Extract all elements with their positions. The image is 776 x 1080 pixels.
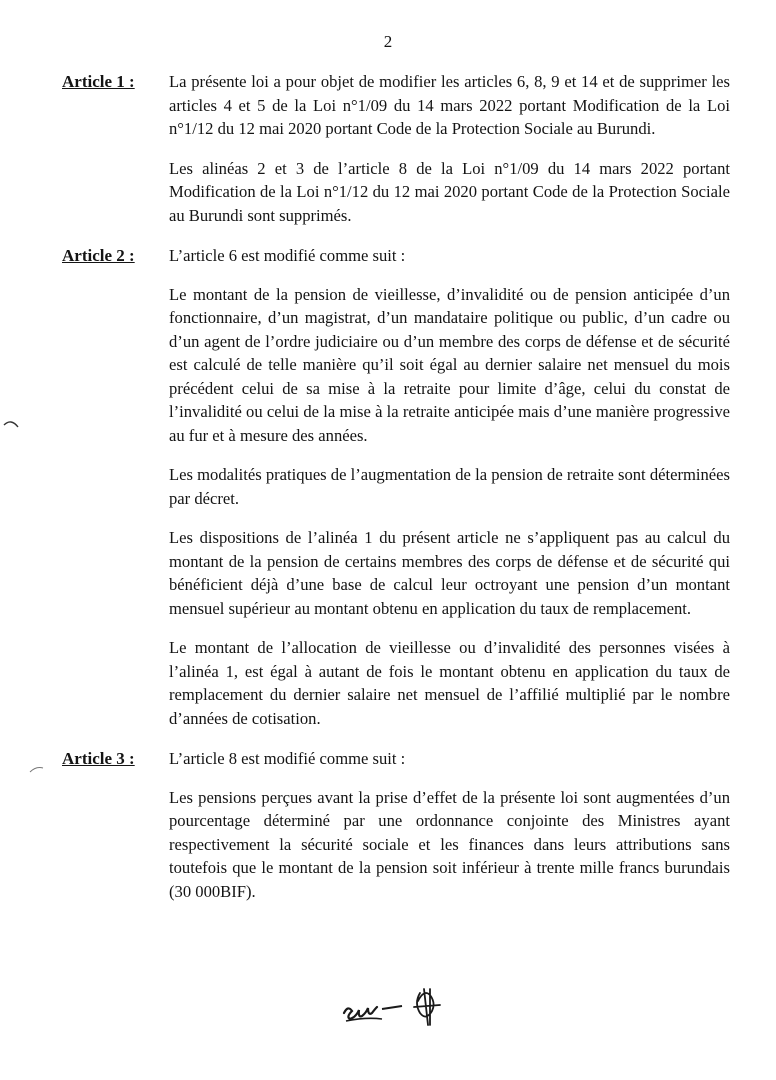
article-intro: L’article 8 est modifié comme suit : <box>169 749 406 768</box>
article-body <box>169 70 730 227</box>
scan-artifact-mark <box>2 418 22 436</box>
article-label: Article 2 : <box>62 246 135 265</box>
paragraph: Le montant de la pension de vieillesse, d’invalidité ou de pension anticipée d’un fonctionnaire, d’un magistrat, d’un mandataire politique ou public, d’un cadre ou d’un agent de l’ordre judiciaire ou d’un membre des corps de défense et de sécurité est calculé de telle manière qu’il soit égal au dernier salaire net mensuel du mois précédent celui de sa mise à la retraite pour limite d’âge, celui du constat de l’invalidité ou celui de la mise à la retraite anticipée mais d’une manière progressive au fur et à mesure des années. <box>169 284 730 445</box>
scan-artifact-mark <box>28 762 46 776</box>
handwritten-initials <box>330 985 470 1033</box>
paragraph: La présente loi a pour objet de modifier les articles 6, 8, 9 et 14 et de supprimer les articles 4 et 5 de la Loi n°1/09 du 14 mars 2022 portant Modification de la Loi n°1/12 du 12 mai 2020 portant Code de la Protection Sociale au Burundi. <box>169 72 730 138</box>
paragraph: Les modalités pratiques de l’augmentation de la pension de retraite sont déterminées par décret. <box>169 465 730 508</box>
paragraph: Les dispositions de l’alinéa 1 du présent article ne s’appliquent pas au calcul du montant de la pension de certains membres des corps de défense et de sécurité qui bénéficient déjà d’une base de calcul leur octroyant une pension d’un montant mensuel supérieur au montant obtenu en application du taux de remplacement. <box>169 528 730 618</box>
article-2 <box>62 244 730 730</box>
paragraph: Les alinéas 2 et 3 de l’article 8 de la Loi n°1/09 du 14 mars 2022 portant Modification de la Loi n°1/12 du 12 mai 2020 portant Code de la Protection Sociale au Burundi sont supprimés. <box>169 158 730 225</box>
article-label: Article 3 : <box>62 749 135 768</box>
article-intro: L’article 6 est modifié comme suit : <box>169 246 406 265</box>
article-body <box>169 244 730 730</box>
article-3 <box>62 747 730 903</box>
paragraph: Les pensions perçues avant la prise d’effet de la présente loi sont augmentées d’un pourcentage déterminé par une ordonnance conjointe des Ministres ayant respectivement la sécurité sociale et les finances dans leurs attributions sans toutefois que le montant de la pension soit inférieur à trente mille francs burundais (30 000BIF). <box>169 787 730 901</box>
article-label: Article 1 : <box>62 72 135 91</box>
article-body <box>169 747 730 903</box>
paragraph: Le montant de l’allocation de vieillesse ou d’invalidité des personnes visées à l’alinéa 1, est égal à autant de fois le montant obtenu en application du taux de remplacement du dernier salaire net mensuel de l’affilié multiplié par le nombre d’années de cotisation. <box>169 638 730 728</box>
document-body <box>62 70 730 920</box>
page-number: 2 <box>383 32 393 51</box>
article-1 <box>62 70 730 227</box>
